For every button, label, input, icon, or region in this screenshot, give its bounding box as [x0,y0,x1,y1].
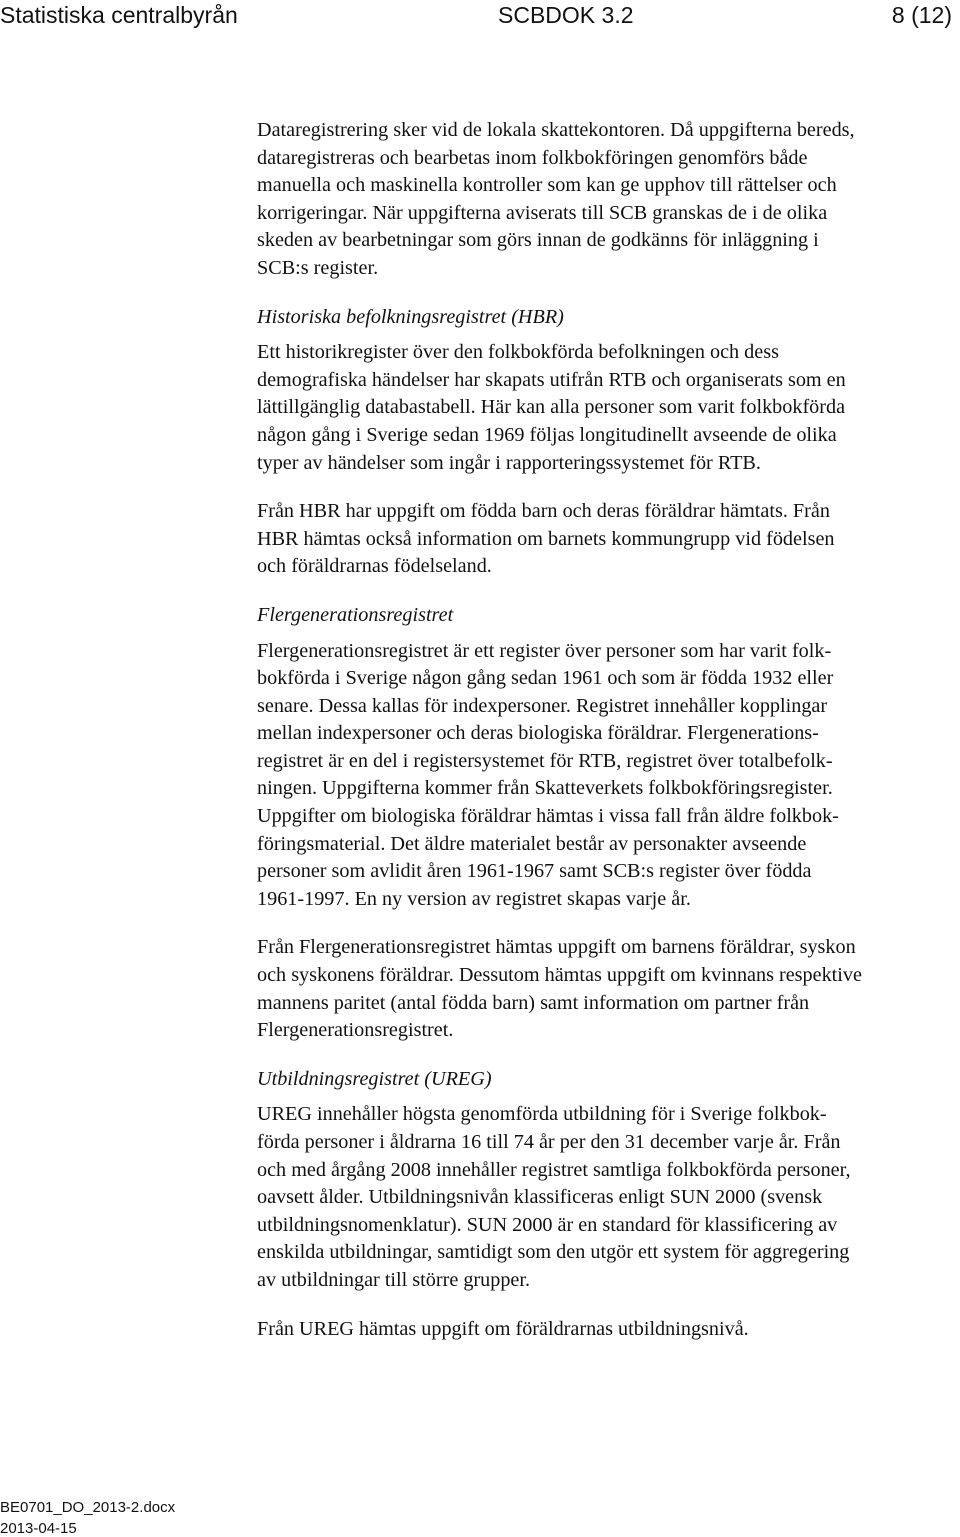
text-line: demografiska händelser har skapats utifrån RTB och organiserats som en [257,368,846,391]
text-line: Ett historikregister över den folkbokförda befolkningen och dess [257,341,779,364]
text-line: av utbildningar till större grupper. [257,1268,531,1291]
section-paragraph [257,498,957,581]
text-line: ningen. Uppgifterna kommer från Skatteverkets folkbokföringsregister. [257,777,833,800]
text-line: manuella och maskinella kontroller som kan ge upphov till rättelser och [257,174,837,197]
section-paragraph [257,1316,957,1344]
text-line: Flergenerationsregistret är ett register över personer som har varit folk- [257,639,832,662]
text-line: och föräldrarnas födelseland. [257,555,492,578]
section-heading: Flergenerationsregistret [257,603,454,626]
text-line: Uppgifter om biologiska föräldrar hämtas i vissa fall från äldre folkbok- [257,805,839,828]
text-line: Från HBR har uppgift om födda barn och deras föräldrar hämtats. Från [257,500,830,523]
section-paragraph [257,934,957,1044]
document-body [257,117,957,1343]
text-line: HBR hämtas också information om barnets kommungrupp vid födelsen [257,527,835,550]
text-line: senare. Dessa kallas för indexpersoner. Registret innehåller kopplingar [257,694,828,717]
text-line: UREG innehåller högsta genomförda utbildning för i Sverige folkbok- [257,1103,827,1126]
text-line: Dataregistrering sker vid de lokala skattekontoren. Då uppgifterna bereds, [257,119,855,141]
text-line: registret är en del i registersystemet för RTB, registret över totalbefolk- [257,749,833,772]
page-number: 8 (12) [891,2,952,28]
text-line: mannens paritet (antal födda barn) samt information om partner från [257,991,810,1014]
text-line: bokförda i Sverige någon gång sedan 1961 och som är födda 1932 eller [257,667,834,690]
text-line: dataregistreras och bearbetas inom folkbokföringen genomförs både [257,146,808,169]
section-paragraph [257,339,957,477]
text-line: enskilda utbildningar, samtidigt som den utgör ett system för aggregering [257,1241,850,1264]
text-line: lättillgänglig databastabell. Här kan alla personer som varit folkbokförda [257,396,846,419]
text-line: personer som avlidit åren 1961-1967 samt SCB:s register över födda [257,860,812,883]
footer-date: 2013-04-15 [0,1520,77,1537]
text-line: korrigeringar. När uppgifterna aviserats till SCB granskas de i de olika [257,201,828,224]
sections [257,304,957,1344]
text-line: utbildningsnomenklatur). SUN 2000 är en standard för klassificering av [257,1213,838,1236]
text-line: oavsett ålder. Utbildningsnivån klassificeras enligt SUN 2000 (svensk [257,1186,823,1209]
text-line: typer av händelser som ingår i rapporteringssystemet för RTB. [257,451,761,474]
text-line: någon gång i Sverige sedan 1969 följas longitudinellt avseende de olika [257,423,837,446]
text-line: mellan indexpersoner och deras biologiska föräldrar. Flergenerations- [257,722,819,745]
text-line: föringsmaterial. Det äldre materialet består av personakter avseende [257,832,807,855]
section-heading: Historiska befolkningsregistret (HBR) [257,305,564,328]
text-line: skeden av bearbetningar som görs innan de godkänns för inläggning i [257,229,819,252]
section-paragraph [257,638,957,914]
footer-filename: BE0701_DO_2013-2.docx [0,1499,176,1516]
text-line: SCB:s register. [257,256,379,279]
text-line: och med årgång 2008 innehåller registret samtliga folkbokförda personer, [257,1158,851,1181]
document-id: SCBDOK 3.2 [498,2,634,28]
text-line: Från UREG hämtas uppgift om föräldrarnas utbildningsnivå. [257,1317,749,1340]
text-line: förda personer i åldrarna 16 till 74 år per den 31 december varje år. Från [257,1131,841,1153]
page-header [0,0,960,34]
section-paragraph [257,1101,957,1294]
text-line: 1961-1997. En ny version av registret skapas varje år. [257,887,691,910]
text-line: Flergenerationsregistret. [257,1019,454,1042]
organization-name: Statistiska centralbyrån [0,2,238,28]
text-line: och syskonens föräldrar. Dessutom hämtas uppgift om kvinnans respektive [257,964,862,987]
section-heading: Utbildningsregistret (UREG) [257,1067,492,1090]
intro-paragraph [257,117,957,283]
text-line: Från Flergenerationsregistret hämtas uppgift om barnens föräldrar, syskon [257,936,856,959]
